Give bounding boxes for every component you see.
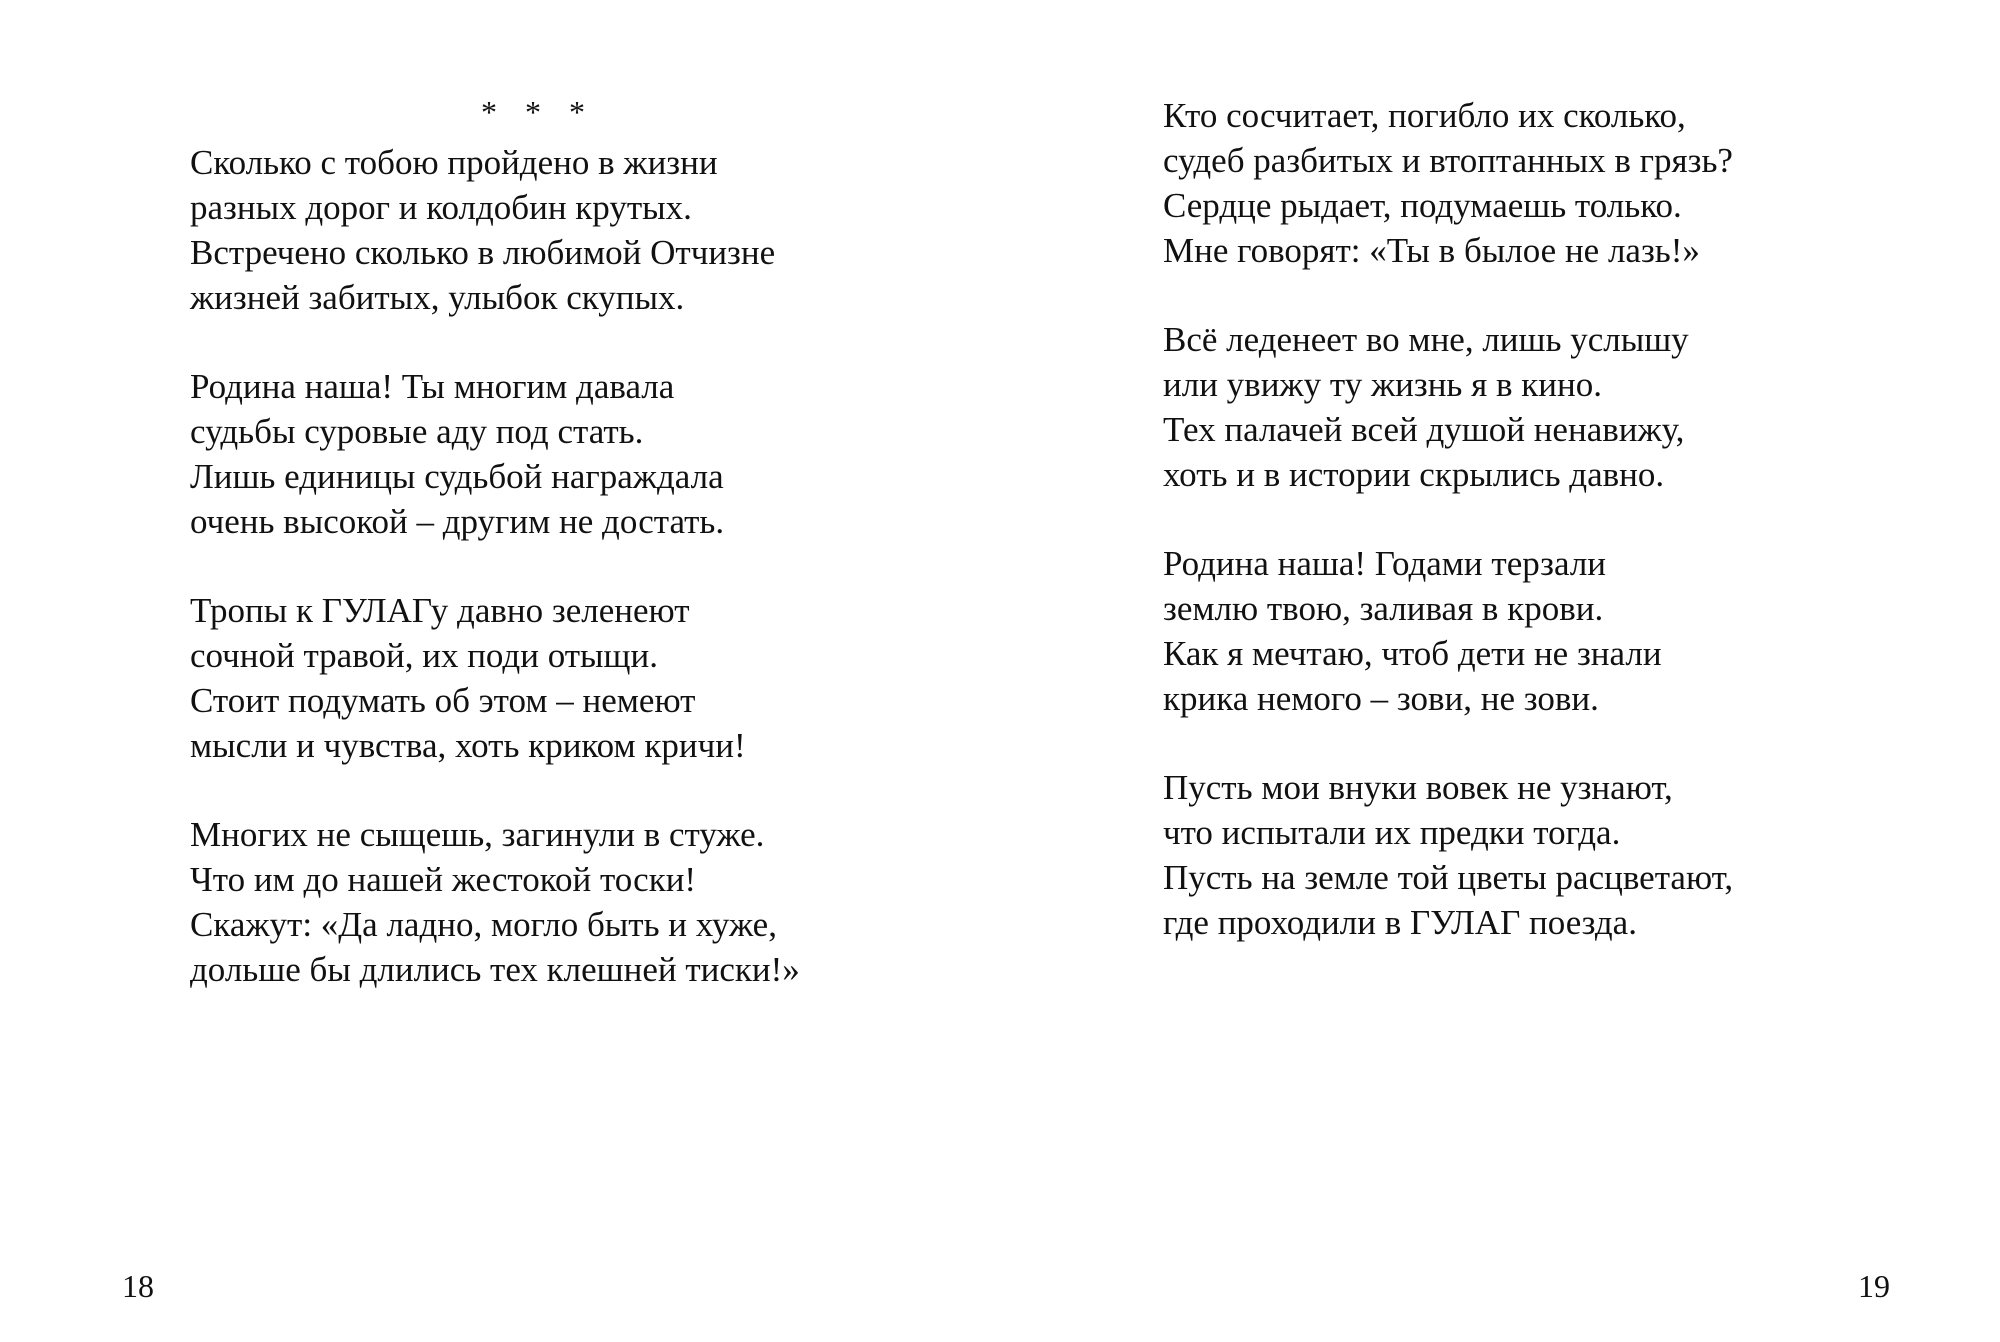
poem-line: землю твою, заливая в крови.: [1163, 589, 1604, 628]
poem-line: хоть и в истории скрылись давно.: [1163, 455, 1665, 494]
poem-line: Мне говорят: «Ты в былое не лазь!»: [1163, 231, 1700, 270]
right-poem: [1163, 93, 1733, 989]
stanza: [190, 140, 800, 320]
poem-line: где проходили в ГУЛАГ поезда.: [1163, 903, 1637, 942]
left-poem: [190, 140, 800, 1036]
page-number: 19: [1858, 1268, 1890, 1304]
stanza: [1163, 93, 1733, 273]
poem-line: сочной травой, их поди отыщи.: [190, 636, 658, 675]
poem-line: Сколько с тобою пройдено в жизни: [190, 143, 718, 182]
stanza: [1163, 541, 1733, 721]
poem-line: Скажут: «Да ладно, могло быть и хуже,: [190, 905, 777, 944]
poem-line: Сердце рыдает, подумаешь только.: [1163, 186, 1682, 225]
poem-line: крика немого – зови, не зови.: [1163, 679, 1599, 718]
poem-line: Лишь единицы судьбой награждала: [190, 457, 724, 496]
right-page: [1000, 0, 2000, 1342]
poem-line: Всё леденеет во мне, лишь услышу: [1163, 320, 1689, 359]
poem-line: Стоит подумать об этом – немеют: [190, 681, 696, 720]
poem-line: Пусть на земле той цветы расцветают,: [1163, 858, 1734, 897]
poem-line: или увижу ту жизнь я в кино.: [1163, 365, 1602, 404]
poem-line: очень высокой – другим не достать.: [190, 502, 725, 541]
section-ornament: * * *: [481, 94, 595, 130]
poem-line: судеб разбитых и втоптанных в грязь?: [1163, 141, 1733, 180]
poem-line: что испытали их предки тогда.: [1163, 813, 1621, 852]
poem-line: Тропы к ГУЛАГу давно зеленеют: [190, 591, 690, 630]
poem-line: Родина наша! Ты многим давала: [190, 367, 675, 406]
poem-line: Что им до нашей жестокой тоски!: [190, 860, 697, 899]
stanza: [190, 812, 800, 992]
stanza: [190, 588, 800, 768]
poem-line: Тех палачей всей душой ненавижу,: [1163, 410, 1685, 449]
poem-line: судьбы суровые аду под стать.: [190, 412, 644, 451]
poem-line: Пусть мои внуки вовек не узнают,: [1163, 768, 1673, 807]
stanza: [190, 364, 800, 544]
poem-line: дольше бы длились тех клешней тиски!»: [190, 950, 800, 989]
poem-line: Родина наша! Годами терзали: [1163, 544, 1607, 583]
poem-line: разных дорог и колдобин крутых.: [190, 188, 692, 227]
poem-line: мысли и чувства, хоть криком кричи!: [190, 726, 746, 765]
poem-line: жизней забитых, улыбок скупых.: [190, 278, 685, 317]
stanza: [1163, 317, 1733, 497]
poem-line: Встречено сколько в любимой Отчизне: [190, 233, 776, 272]
stanza: [1163, 765, 1733, 945]
page-number: 18: [122, 1268, 154, 1304]
poem-line: Как я мечтаю, чтоб дети не знали: [1163, 634, 1662, 673]
poem-line: Кто сосчитает, погибло их сколько,: [1163, 96, 1686, 135]
poem-line: Многих не сыщешь, загинули в стуже.: [190, 815, 765, 854]
